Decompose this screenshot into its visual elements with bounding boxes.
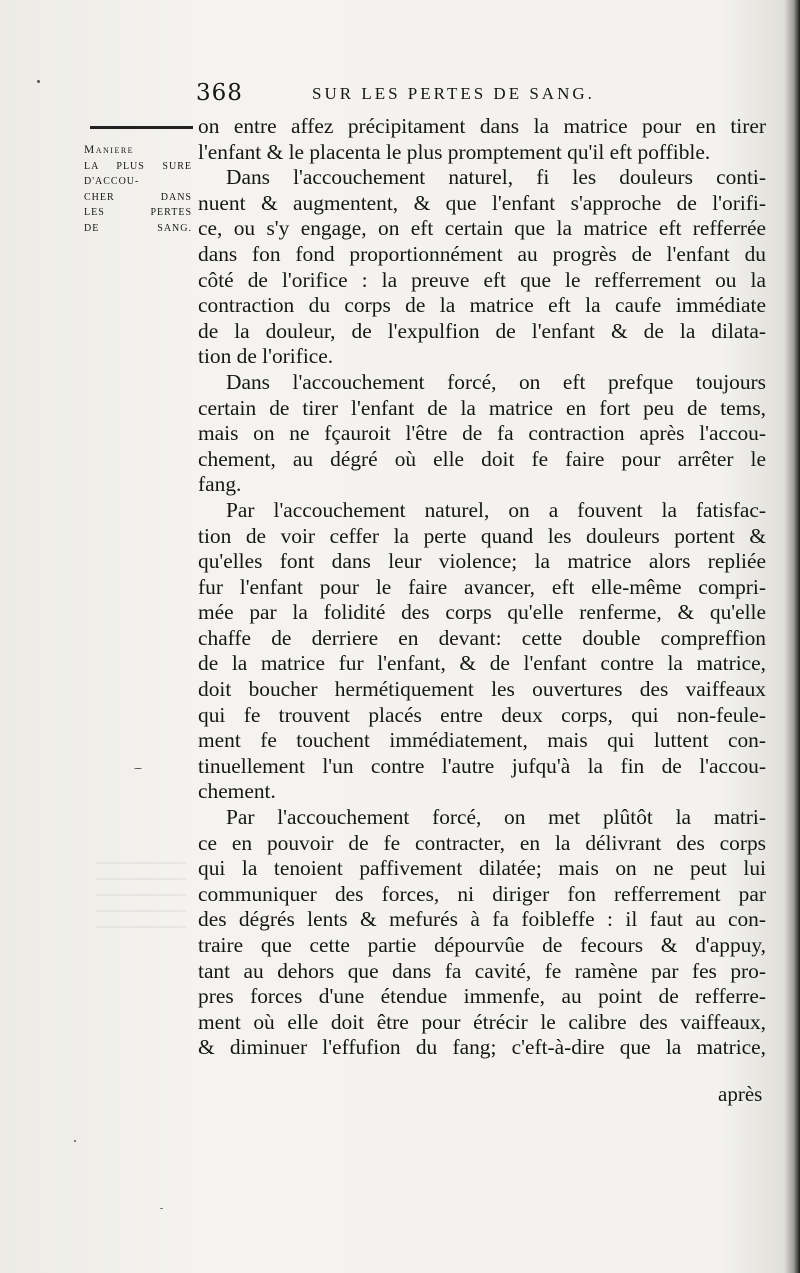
text-line: qu'elles font dans leur violence; la matrice alors repliée bbox=[198, 549, 766, 574]
text-line: certain de tirer l'enfant de la matrice en fort peu de tems, bbox=[198, 395, 766, 420]
text-line: & diminuer l'effufion du fang; c'eft-à-dire que la matrice, bbox=[198, 1035, 766, 1060]
page-number: 368 bbox=[196, 80, 243, 106]
paper-speck bbox=[134, 768, 142, 769]
running-title: SUR LES PERTES DE SANG. bbox=[312, 84, 595, 103]
text-line: Par l'accouchement naturel, on a fouvent la fatisfac- bbox=[226, 497, 766, 522]
text-line: mée par la folidité des corps qu'elle renferme, & qu'elle bbox=[198, 600, 766, 625]
text-line: mais on ne fçauroit l'être de fa contraction après l'accou- bbox=[198, 421, 766, 446]
text-line: doit boucher hermétiquement les ouvertures des vaiffeaux bbox=[198, 677, 766, 702]
margin-note-line: D'ACCOU- bbox=[84, 176, 140, 187]
margin-note-line: LES PERTES bbox=[84, 207, 192, 218]
body-text bbox=[198, 114, 766, 1061]
paragraph bbox=[198, 805, 766, 1061]
margin-note-line: Maniere bbox=[84, 144, 135, 156]
text-line: pres forces d'une étendue immenfe, au point de refferre- bbox=[198, 984, 766, 1009]
text-line: chement, au dégré où elle doit fe faire pour arrêter le bbox=[198, 446, 766, 471]
margin-note-line: CHER DANS bbox=[84, 191, 192, 203]
paper-speck bbox=[74, 1140, 76, 1142]
text-line: chement. bbox=[198, 779, 276, 804]
text-line: fur l'enfant pour le faire avancer, eft elle-même compri- bbox=[198, 574, 766, 599]
text-line: dans fon fond proportionnément au progrès de l'enfant du bbox=[198, 241, 766, 266]
text-line: tinuellement l'un contre l'autre jufqu'à la fin de l'accou- bbox=[198, 753, 766, 778]
text-line: contraction du corps de la matrice eft la caufe immédiate bbox=[198, 293, 766, 318]
paper-speck bbox=[160, 1208, 163, 1209]
text-line: tion de l'orifice. bbox=[198, 344, 334, 369]
margin-rule bbox=[90, 126, 193, 129]
text-line: de la matrice fur l'enfant, & de l'enfant contre la matrice, bbox=[198, 651, 766, 676]
text-line: tant au dehors que dans fa cavité, fe ramène par fes pro- bbox=[198, 958, 766, 983]
paragraph bbox=[198, 114, 766, 165]
text-line: fang. bbox=[198, 472, 242, 497]
page-gutter-shadow bbox=[784, 0, 800, 1273]
catchword: après bbox=[718, 1082, 763, 1106]
paper-speck bbox=[37, 80, 40, 83]
margin-note-line: LA PLUS SURE bbox=[84, 160, 192, 172]
page-header bbox=[196, 80, 656, 110]
text-line: côté de l'orifice : la preuve eft que le refferrement ou la bbox=[198, 267, 766, 292]
text-line: des dégrés lents & mefurés à fa foibleffe : il faut au con- bbox=[198, 907, 766, 932]
text-line: nuent & augmentent, & que l'enfant s'approche de l'orifi- bbox=[198, 190, 766, 215]
margin-note bbox=[84, 143, 192, 236]
text-line: qui la tenoient paffivement dilatée; mais on ne peut lui bbox=[198, 856, 766, 881]
paragraph bbox=[198, 165, 766, 370]
text-line: chaffe de derriere en devant: cette double compreffion bbox=[198, 625, 766, 650]
text-line: ment où elle doit être pour étrécir le calibre des vaiffeaux, bbox=[198, 1009, 766, 1034]
text-line: Par l'accouchement forcé, on met plûtôt la matri- bbox=[226, 805, 766, 830]
text-line: Dans l'accouchement naturel, fi les douleurs conti- bbox=[226, 165, 766, 190]
show-through-stain bbox=[96, 858, 186, 928]
text-line: Dans l'accouchement forcé, on eft prefque toujours bbox=[226, 369, 766, 394]
text-line: communiquer des forces, ni diriger fon refferrement par bbox=[198, 881, 766, 906]
text-line: traire que cette partie dépourvûe de fecours & d'appuy, bbox=[198, 933, 766, 957]
text-line: on entre affez précipitament dans la matrice pour en tirer bbox=[198, 114, 766, 138]
paragraph bbox=[198, 498, 766, 805]
text-line: l'enfant & le placenta le plus promptement qu'il eft poffible. bbox=[198, 139, 711, 164]
text-line: ce en pouvoir de fe contracter, en la délivrant des corps bbox=[198, 830, 766, 855]
text-line: qui fe trouvent placés entre deux corps, qui non-feule- bbox=[198, 702, 766, 727]
text-line: tion de voir ceffer la perte quand les douleurs portent & bbox=[198, 523, 766, 548]
text-line: ment fe touchent immédiatement, mais qui luttent con- bbox=[198, 728, 766, 753]
paragraph bbox=[198, 370, 766, 498]
text-line: ce, ou s'y engage, on eft certain que la matrice eft refferrée bbox=[198, 216, 766, 241]
margin-note-line: DE SANG. bbox=[84, 222, 192, 234]
text-line: de la douleur, de l'expulfion de l'enfant & de la dilata- bbox=[198, 318, 766, 343]
